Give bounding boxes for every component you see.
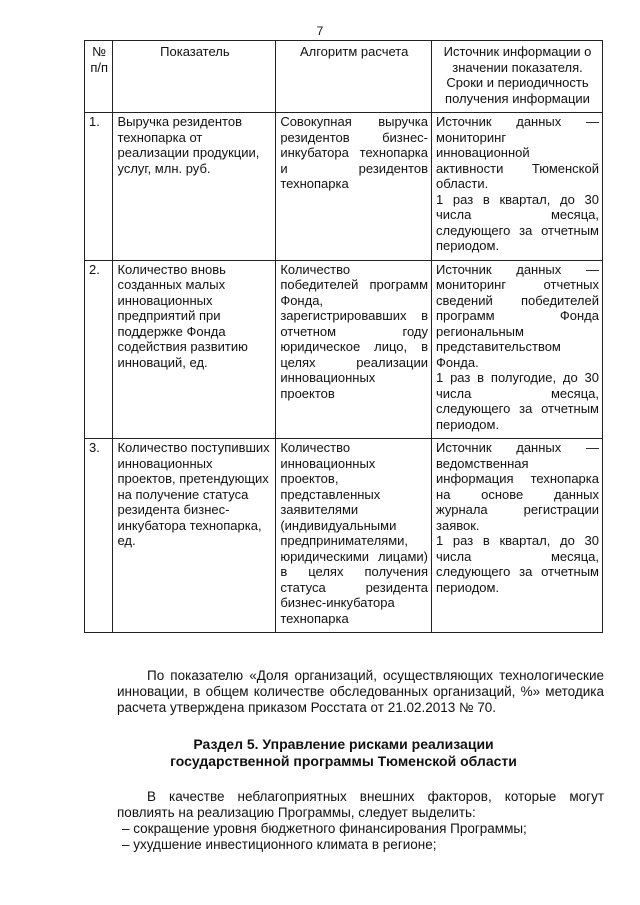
- source-text: Источник данных — ведомственная информация технопарка на основе данных журнала регистрации заявок.: [436, 440, 599, 533]
- header-indicator: Показатель: [113, 41, 276, 113]
- source-cell: [432, 260, 603, 439]
- row-number: 3.: [85, 439, 113, 633]
- source-cell: [432, 113, 603, 261]
- table-row: [85, 260, 603, 439]
- algorithm-cell: Количество победителей программ Фонда, зарегистрировавших в отчетном году юридическое лицо, в целях реализации инновационных проектов: [276, 260, 432, 439]
- list-item: – сокращение уровня бюджетного финансирования Программы;: [122, 821, 527, 836]
- list-item: – ухудшение инвестиционного климата в регионе;: [122, 837, 437, 852]
- period-text: 1 раз в квартал, до 30 числа месяца, следующего за отчетным периодом.: [436, 191, 599, 253]
- intro-paragraph: В качестве неблагоприятных внешних факторов, которые могут повлиять на реализацию Программы, следует выделить:: [117, 789, 604, 820]
- period-text: 1 раз в квартал, до 30 числа месяца, следующего за отчетным периодом.: [436, 533, 599, 595]
- source-text: Источник данных — мониторинг отчетных сведений победителей программ Фонда региональным представительством Фонда.: [436, 261, 599, 370]
- indicator-cell: Выручка резидентов технопарка от реализации продукции, услуг, млн. руб.: [113, 113, 276, 261]
- section-title-line-2: государственной программы Тюменской области: [170, 753, 517, 769]
- table-header-row: [85, 41, 603, 113]
- section-title: [84, 736, 603, 770]
- table-row: [85, 113, 603, 261]
- algorithm-cell: Совокупная выручка резидентов бизнес-инкубатора технопарка и резидентов технопарка: [276, 113, 432, 261]
- period-text: 1 раз в полугодие, до 30 числа месяца, следующего за отчетным периодом.: [436, 370, 599, 432]
- table-row: [85, 439, 603, 633]
- header-algorithm: Алгоритм расчета: [276, 41, 432, 113]
- header-num: № п/п: [85, 41, 113, 113]
- header-source: Источник информации о значении показателя. Сроки и периодичность получения информации: [432, 41, 603, 113]
- source-text: Источник данных — мониторинг инновационной активности Тюменской области.: [436, 114, 599, 191]
- source-cell: [432, 439, 603, 633]
- page-number: 7: [316, 24, 324, 38]
- indicator-cell: Количество поступивших инновационных проектов, претендующих на получение статуса резидента бизнес-инкубатора технопарка, ед.: [113, 439, 276, 633]
- row-number: 1.: [85, 113, 113, 261]
- algorithm-cell: Количество инновационных проектов, представленных заявителями (индивидуальными предпринимателями, юридическими лицами) в целях получения статуса резидента бизнес-инкубатора технопарка: [276, 439, 432, 633]
- indicator-cell: Количество вновь созданных малых инновационных предприятий при поддержке Фонда содействия развитию инноваций, ед.: [113, 260, 276, 439]
- note-paragraph: По показателю «Доля организаций, осуществляющих технологические инновации, в общем количестве обследованных организаций, %» методика расчета утверждена приказом Росстата от 21.02.2013 № 70.: [117, 668, 604, 715]
- row-number: 2.: [85, 260, 113, 439]
- section-title-line-1: Раздел 5. Управление рисками реализации: [193, 736, 494, 752]
- indicators-table: [84, 40, 603, 633]
